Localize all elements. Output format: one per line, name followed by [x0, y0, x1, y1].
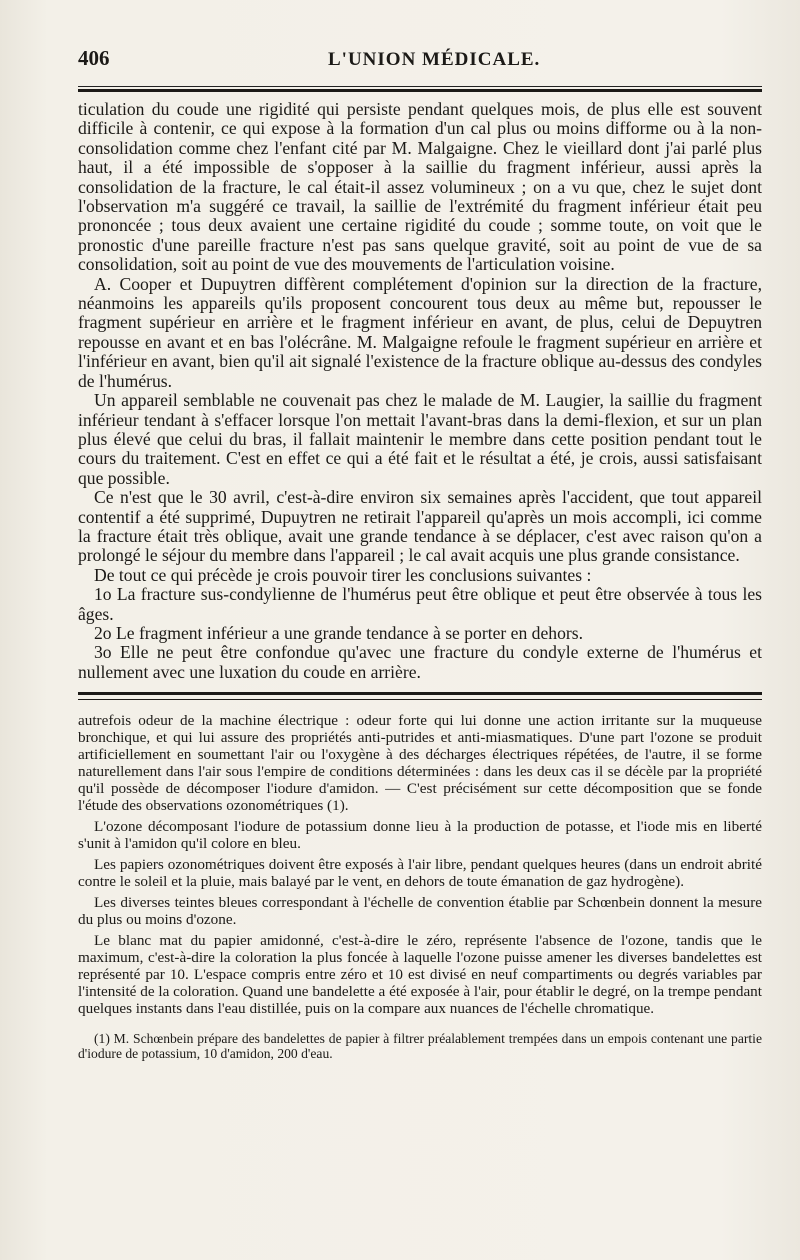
conclusion-item: 3o Elle ne peut être confondue qu'avec une fracture du condyle externe de l'humérus et nullement avec une luxation du coude en arrière. — [78, 642, 762, 682]
paragraph: A. Cooper et Dupuytren diffèrent complétement d'opinion sur la direction de la fracture, néanmoins les appareils qu'ils proposent concourent tous deux au même but, repousser le fragment supérieur en arrière et le fragment inférieur en avant, de plus, celui de Depuytren repousse en avant et en bas l'olécrâne. M. Malgaigne refoule le fragment supérieur en arrière et l'inférieur en avant, bien qu'il ait signalé l'existence de la fracture oblique au-dessus des condyles de l'humérus. — [78, 273, 762, 391]
header-rule — [78, 86, 762, 87]
page-number: 406 — [78, 46, 110, 70]
footnote-text: (1) M. Schœnbein prépare des bandelettes de papier à filtrer préalablement trempées dans un empois contenant une partie d'iodure de potassium, 10 d'amidon, 200 d'eau. — [78, 1031, 762, 1062]
paragraph: De tout ce qui précède je crois pouvoir tirer les conclusions suivantes : — [94, 564, 592, 585]
paragraph: Le blanc mat du papier amidonné, c'est-à-dire le zéro, représente l'absence de l'ozone, tandis que le maximum, c'est-à-dire la coloration la plus foncée à laquelle l'ozone puisse amener les diverses bandelettes est représenté par 10. L'espace compris entre zéro et 10 est divisé en neuf compartiments ou degrés variables par l'intensité de la coloration. Quand une bandelette a été exposée à l'air, pour établir le degré, on la trempe pendant quelques instants dans l'eau distillée, puis on la compare aux nuances de l'échelle chromatique. — [78, 932, 762, 1018]
section-separator — [78, 692, 762, 700]
page-header — [78, 46, 762, 80]
paragraph: autrefois odeur de la machine électrique : odeur forte qui lui donne une action irritante sur la muqueuse bronchique, et qui lui assure des propriétés anti-putrides et anti-miasmatiques. D'une part l'ozone se produit artificiellement en soumettant l'air ou l'oxygène à des décharges électriques répétées, de l'autre, il se forme naturellement dans l'air sous l'empire de conditions déterminées : dans les deux cas il se décèle par la propriété qu'il possède de décomposer l'iodure d'amidon. — C'est précisément sur cette décomposition que se fonde l'étude des observations ozonométriques (1). — [78, 712, 762, 815]
footnote — [78, 1031, 762, 1061]
conclusion-item: 2o Le fragment inférieur a une grande tendance à se porter en dehors. — [94, 622, 583, 643]
feuilleton-text — [78, 712, 762, 1017]
paragraph: L'ozone décomposant l'iodure de potassium donne lieu à la production de potasse, et l'iode mis en liberté s'unit à l'amidon qu'il colore en bleu. — [78, 818, 762, 853]
conclusion-item: 1o La fracture sus-condylienne de l'humérus peut être oblique et peut être observée à tous les âges. — [78, 584, 762, 624]
paragraph: ticulation du coude une rigidité qui persiste pendant quelques mois, de plus elle est souvent difficile à contenir, ce qui expose à la formation d'un cal plus ou moins difforme ou à la non-consolidation comme chez l'enfant cité par M. Malgaigne. Chez le vieillard dont j'ai parlé plus haut, il a été impossible de s'opposer à la saillie du fragment inférieur, aussi après la consolidation de la fracture, le cal était-il assez volumineux ; on a vu que, chez le sujet dont l'observation m'a suggéré ce travail, la saillie de l'extrémité du fragment inférieur était peu prononcée ; tous deux avaient une certaine rigidité du coude ; somme toute, on voit que le pronostic d'une pareille fracture n'est pas sans quelque gravité, soit au point de vue de sa consolidation, soit au point de vue des mouvements de l'articulation voisine. — [78, 99, 762, 275]
running-title: L'UNION MÉDICALE. — [328, 49, 541, 70]
paragraph: Ce n'est que le 30 avril, c'est-à-dire environ six semaines après l'accident, que tout appareil contentif a été supprimé, Dupuytren ne retirait l'appareil qu'après un mois accompli, ici comme la fracture était très oblique, avait une grande tendance à se déplacer, c'est avec raison qu'on a prolongé le séjour du membre dans l'appareil ; le cal avait acquis une plus grande consistance. — [78, 487, 762, 566]
paragraph: Les papiers ozonométriques doivent être exposés à l'air libre, pendant quelques heures (dans un endroit abrité contre le soleil et la pluie, mais balayé par le vent, en dehors de toute émanation de gaz hydrogène). — [78, 856, 762, 891]
paragraph: Les diverses teintes bleues correspondant à l'échelle de convention établie par Schœnbein donnent la mesure du plus ou moins d'ozone. — [78, 894, 762, 929]
header-rule-thick — [78, 89, 762, 92]
main-text — [78, 100, 762, 682]
paragraph: Un appareil semblable ne couvenait pas chez le malade de M. Laugier, la saillie du fragment inférieur tendant à s'effacer lorsque l'on mettait l'avant-bras dans la demi-flexion, et sur un plan plus élevé que celui du bras, il fallait maintenir le membre dans cette position pendant tout le cours du traitement. C'est en effet ce qui a été fait et le résultat a été, je crois, aussi satisfaisant que possible. — [78, 390, 762, 488]
